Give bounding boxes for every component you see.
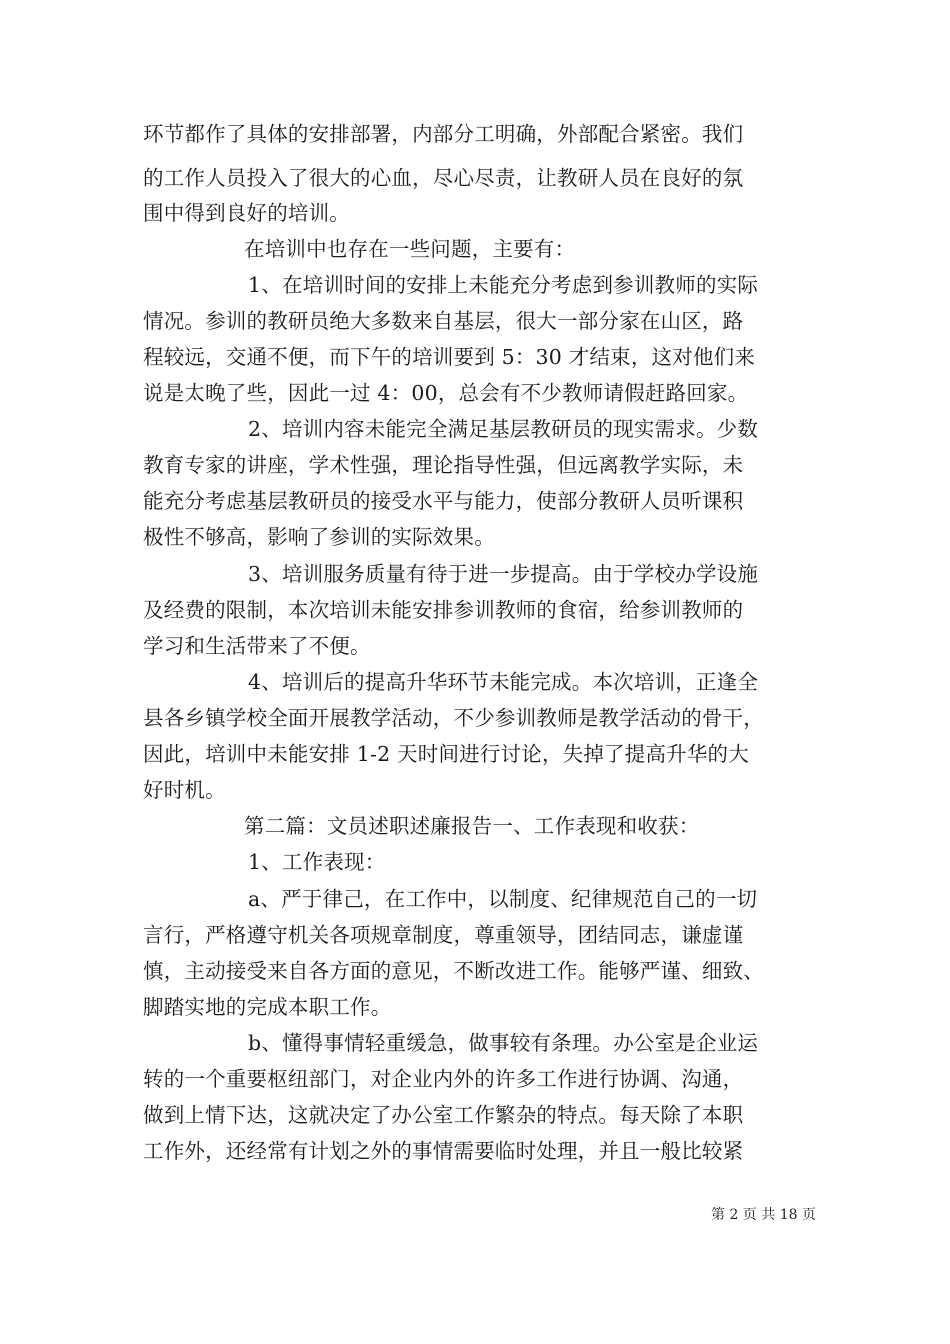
text-line: 极性不够高，影响了参训的实际效果。 (143, 525, 495, 549)
text-line: 环节都作了具体的安排部署，内部分工明确，外部配合紧密。我们 (143, 122, 744, 146)
text-line: 能充分考虑基层教研员的接受水平与能力，使部分教研人员听课积 (143, 489, 744, 513)
text-line: 在培训中也存在一些问题，主要有： (244, 237, 576, 261)
text-line: 围中得到良好的培训。 (143, 201, 350, 225)
text-line: 2、培训内容未能完全满足基层教研员的现实需求。少数 (248, 417, 759, 441)
text-line: 程较远，交通不便，而下午的培训要到 5：30 才结束，这对他们来 (143, 345, 756, 369)
text-line: 因此，培训中未能安排 1-2 天时间进行讨论，失掉了提高升华的大 (143, 742, 749, 766)
text-line: 及经费的限制，本次培训未能安排参训教师的食宿，给参训教师的 (143, 598, 744, 622)
text-line: 第二篇：文员述职述廉报告一、工作表现和收获： (244, 814, 700, 838)
text-line: 3、培训服务质量有待于进一步提高。由于学校办学设施 (248, 562, 759, 586)
text-line: 工作外，还经常有计划之外的事情需要临时处理，并且一般比较紧 (143, 1139, 744, 1163)
text-line: 1、工作表现： (248, 850, 386, 874)
text-line: 脚踏实地的完成本职工作。 (143, 995, 392, 1019)
text-line: 的工作人员投入了很大的心血，尽心尽责，让教研人员在良好的氛 (143, 166, 744, 190)
text-line: 教育专家的讲座，学术性强，理论指导性强，但远离教学实际，未 (143, 453, 744, 477)
page-number: 第 2 页 共 18 页 (711, 1207, 816, 1223)
text-line: 说是太晚了些，因此一过 4：00，总会有不少教师请假赶路回家。 (143, 381, 749, 405)
text-line: 情况。参训的教研员绝大多数来自基层，很大一部分家在山区，路 (143, 309, 744, 333)
text-line: 学习和生活带来了不便。 (143, 634, 371, 658)
text-line: 转的一个重要枢纽部门，对企业内外的许多工作进行协调、沟通， (143, 1067, 744, 1091)
text-line: 4、培训后的提高升华环节未能完成。本次培训，正逢全 (248, 670, 759, 694)
text-line: 好时机。 (143, 778, 226, 802)
text-line: b、懂得事情轻重缓急，做事较有条理。办公室是企业运 (248, 1031, 759, 1055)
text-line: a、严于律己，在工作中，以制度、纪律规范自己的一切 (248, 887, 758, 911)
text-line: 县各乡镇学校全面开展教学活动，不少参训教师是教学活动的骨干， (143, 706, 764, 730)
text-line: 1、在培训时间的安排上未能充分考虑到参训教师的实际 (248, 273, 759, 297)
text-line: 做到上情下达，这就决定了办公室工作繁杂的特点。每天除了本职 (143, 1103, 744, 1127)
text-line: 慎，主动接受来自各方面的意见，不断改进工作。能够严谨、细致、 (143, 959, 764, 983)
text-line: 言行，严格遵守机关各项规章制度，尊重领导，团结同志，谦虚谨 (143, 923, 744, 947)
